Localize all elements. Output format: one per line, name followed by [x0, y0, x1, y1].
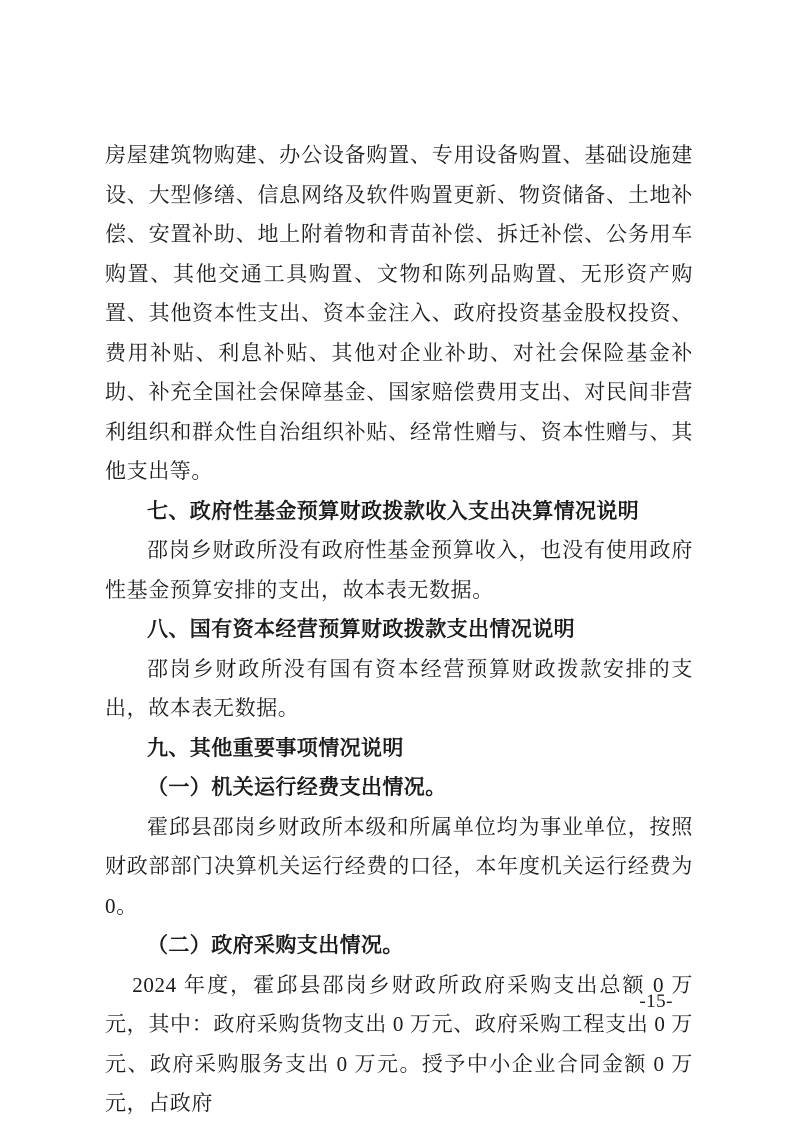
body-paragraph-agency-operating-expense: 霍邱县邵岗乡财政所本级和所属单位均为事业单位，按照财政部部门决算机关运行经费的口径，本年度机关运行经费为 0。	[105, 814, 693, 918]
body-paragraph-government-fund-no-data: 邵岗乡财政所没有政府性基金预算收入，也没有使用政府性基金预算安排的支出，故本表无数据。	[105, 538, 693, 602]
page-number: -15-	[639, 991, 673, 1012]
section-heading-9-other-important-matters: 九、其他重要事项情况说明	[147, 736, 404, 760]
section-heading-8-state-capital-budget: 八、国有资本经营预算财政拨款支出情况说明	[147, 618, 575, 641]
section-heading-7-government-fund-budget: 七、政府性基金预算财政拨款收入支出决算情况说明	[147, 499, 640, 523]
body-paragraph-state-capital-no-data: 邵岗乡财政所没有国有资本经营预算财政拨款安排的支出，故本表无数据。	[105, 656, 693, 720]
subsection-heading-9-1-agency-operating-expense: （一）机关运行经费支出情况。	[147, 776, 447, 799]
subsection-heading-9-2-government-procurement: （二）政府采购支出情况。	[147, 934, 404, 957]
body-paragraph-capital-expense-items-continued: 房屋建筑物购建、办公设备购置、专用设备购置、基础设施建设、大型修缮、信息网络及软件购置更新、物资储备、土地补偿、安置补助、地上附着物和青苗补偿、拆迁补偿、公务用车购置、其他交通工具购置、文物和陈列品购置、无形资产购置、其他资本性支出、资本金注入、政府投资基金股权投资、费用补贴、利息补贴、其他对企业补助、对社会保险基金补助、补充全国社会保障基金、国家赔偿费用支出、对民间非营利组织和群众性自治组织补贴、经常性赠与、资本性赠与、其他支出等。	[105, 143, 693, 483]
body-paragraph-government-procurement: 2024 年度，霍邱县邵岗乡财政所政府采购支出总额 0 万元，其中：政府采购货物支出 0 万元、政府采购工程支出 0 万元、政府采购服务支出 0 万元。授予中小企业合同金额 0 万元，占政府	[105, 972, 693, 1115]
document-body	[105, 136, 693, 1122]
